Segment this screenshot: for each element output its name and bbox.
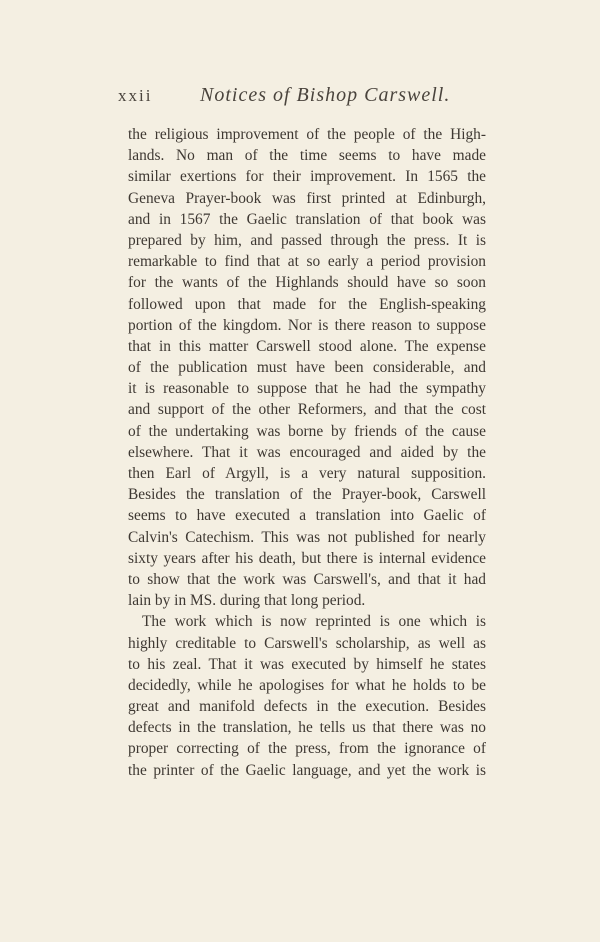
text-line: of the publication must have been considerable, and bbox=[128, 359, 486, 377]
text-line: proper correcting of the press, from the ignorance of bbox=[128, 740, 486, 758]
text-line: prepared by him, and passed through the press. It is bbox=[128, 231, 486, 249]
text-line: portion of the kingdom. Nor is there reason to suppose bbox=[128, 316, 486, 334]
text-line: Besides the translation of the Prayer-book, Carswell bbox=[128, 486, 486, 504]
text-line: Calvin's Catechism. This was not published for nearly bbox=[128, 528, 486, 546]
text-line: to his zeal. That it was executed by himself he states bbox=[128, 655, 486, 673]
text-line: decidedly, while he apologises for what he holds to be bbox=[128, 676, 486, 694]
text-line: lands. No man of the time seems to have made bbox=[128, 147, 486, 165]
page-header bbox=[118, 86, 488, 114]
text-line: and in 1567 the Gaelic translation of that book was bbox=[128, 210, 486, 228]
text-line: then Earl of Argyll, is a very natural supposition. bbox=[128, 465, 486, 482]
text-line: defects in the translation, he tells us that there was no bbox=[128, 719, 486, 737]
text-line: similar exertions for their improvement. In 1565 the bbox=[128, 168, 486, 186]
text-line: elsewhere. That it was encouraged and aided by the bbox=[128, 443, 486, 461]
text-line: Geneva Prayer-book was first printed at Edinburgh, bbox=[128, 189, 486, 207]
running-title: Notices of Bishop Carswell. bbox=[200, 84, 451, 106]
text-line: the printer of the Gaelic language, and yet the work is bbox=[128, 761, 486, 779]
text-line: for the wants of the Highlands should have so soon bbox=[128, 274, 486, 292]
text-line: and support of the other Reformers, and that the cost bbox=[128, 401, 486, 419]
text-line: The work which is now reprinted is one which is bbox=[142, 613, 486, 631]
text-line: of the undertaking was borne by friends of the cause bbox=[128, 422, 486, 440]
text-line: lain by in MS. during that long period. bbox=[128, 592, 366, 610]
body-text bbox=[128, 124, 486, 781]
text-line: followed upon that made for the English-speaking bbox=[128, 295, 486, 313]
text-line: to show that the work was Carswell's, and that it had bbox=[128, 570, 486, 588]
text-line: highly creditable to Carswell's scholarship, as well as bbox=[128, 634, 486, 652]
text-line: it is reasonable to suppose that he had the sympathy bbox=[128, 380, 486, 398]
text-line: remarkable to find that at so early a period provision bbox=[128, 253, 486, 271]
text-line: sixty years after his death, but there is internal evidence bbox=[128, 549, 486, 567]
page-number: xxii bbox=[118, 86, 153, 105]
text-line: great and manifold defects in the execution. Besides bbox=[128, 698, 486, 716]
text-line: seems to have executed a translation into Gaelic of bbox=[128, 507, 486, 525]
text-line: that in this matter Carswell stood alone. The expense bbox=[128, 337, 486, 355]
text-line: the religious improvement of the people of the High- bbox=[128, 126, 486, 143]
